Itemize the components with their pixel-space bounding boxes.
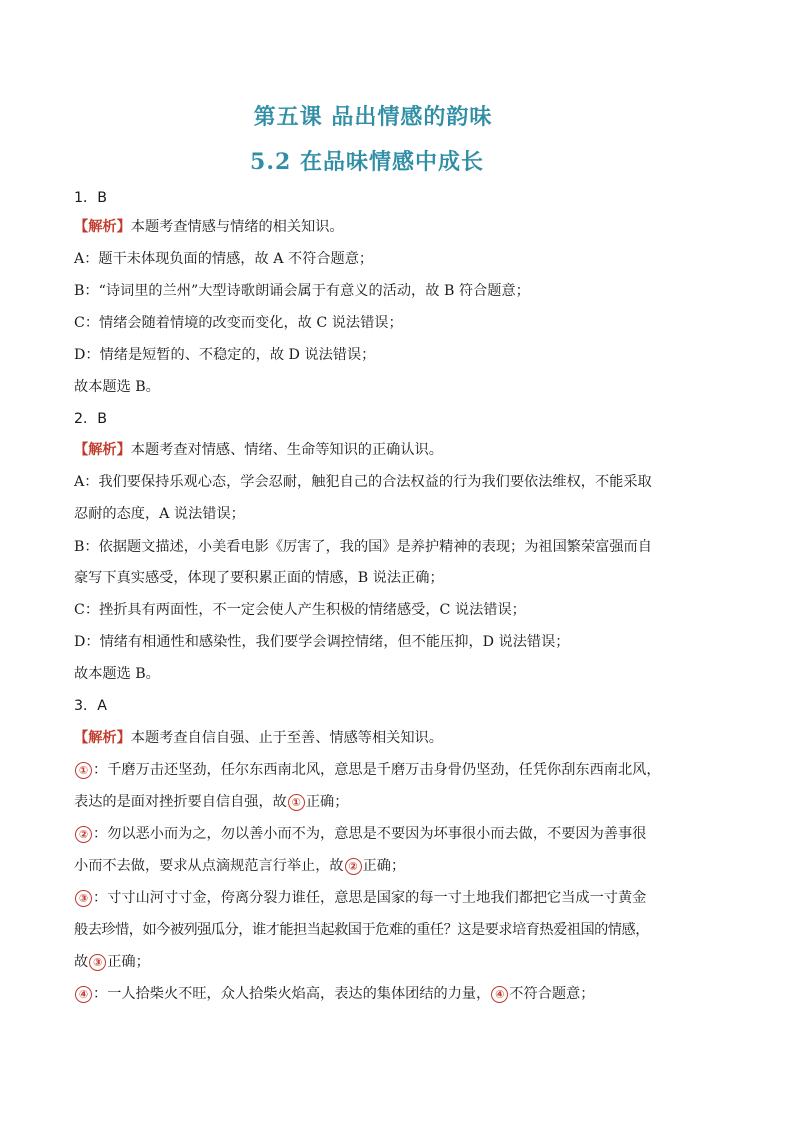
q2-answer: 2．B	[74, 411, 107, 427]
circled-number-3: ③	[75, 890, 92, 907]
q3-s4-verdict: 不符合题意；	[509, 986, 595, 1002]
page-subtitle: 5.2 在品味情感中成长	[250, 149, 484, 175]
circled-number-1: ①	[75, 762, 92, 779]
q3-s2-text: ：勿以恶小而为之，勿以善小而不为，意思是不要因为坏事很小而去做，不要因为善事很	[93, 826, 647, 842]
page-title: 第五课 品出情感的韵味	[253, 104, 493, 130]
q2-intro: 本题考查对情感、情绪、生命等知识的正确认识。	[130, 442, 443, 458]
q3-statement-3-line1	[74, 888, 734, 908]
q3-s3-text: ：寸寸山河寸寸金，侉离分裂力谁任，意思是国家的每一寸土地我们都把它当成一寸黄金	[93, 890, 647, 906]
q3-statement-2-line2	[74, 856, 734, 876]
q3-s2-verdict: 正确；	[362, 858, 406, 874]
q3-s1-text2: 表达的是面对挫折要自信自强，故	[74, 794, 287, 810]
circled-number-4: ④	[491, 986, 508, 1003]
q3-statement-1-line1	[74, 760, 734, 780]
q3-statement-3-line3	[74, 952, 734, 972]
q1-option-a: A：题干未体现负面的情感，故 A 不符合题意；	[74, 251, 374, 267]
circled-number-3: ③	[89, 954, 106, 971]
q3-statement-4	[74, 984, 734, 1004]
q2-option-d: D：情绪有相通性和感染性，我们要学会调控情绪，但不能压抑，D 说法错误；	[74, 634, 570, 650]
q2-option-a-line2: 忍耐的态度，A 说法错误；	[74, 506, 245, 522]
q3-s3-verdict: 正确；	[107, 954, 150, 970]
q1-intro: 本题考查情感与情绪的相关知识。	[130, 219, 344, 235]
q3-statement-3-line2: 般去珍惜，如今被列强瓜分，谁才能担当起救国于危难的重任？这是要求培育热爱祖国的情感，	[74, 922, 649, 938]
q3-s4-text: ：一人拾柴火不旺，众人拾柴火焰高，表达的集体团结的力量，	[93, 986, 491, 1002]
circled-number-2: ②	[75, 826, 92, 843]
q1-conclusion: 故本题选 B。	[74, 379, 160, 395]
q3-statement-2-line1	[74, 824, 734, 844]
q3-s3-text3: 故	[74, 954, 89, 970]
circled-number-4: ④	[75, 986, 92, 1003]
q3-s2-text2: 小而不去做，要求从点滴规范言行举止，故	[74, 858, 344, 874]
q1-analysis	[74, 217, 734, 237]
q1-answer: 1．B	[74, 190, 107, 206]
q2-option-b-line1: B：依据题文描述，小美看电影《厉害了，我的国》是养护精神的表现；为祖国繁荣富强而自	[74, 539, 652, 555]
q1-option-d: D：情绪是短暂的、不稳定的，故 D 说法错误；	[74, 347, 376, 363]
analysis-tag: 【解析】	[74, 219, 131, 235]
q3-intro: 本题考查自信自强、止于至善、情感等相关知识。	[130, 730, 443, 746]
q2-analysis	[74, 440, 734, 460]
q1-option-b: B：“诗词里的兰州”大型诗歌朗诵会属于有意义的活动，故 B 符合题意；	[74, 283, 530, 299]
q3-s1-verdict: 正确；	[305, 794, 349, 810]
q1-option-c: C：情绪会随着情境的改变而变化，故 C 说法错误；	[74, 315, 403, 331]
q3-answer: 3．A	[74, 698, 107, 714]
q2-option-b-line2: 豪写下真实感受，体现了要积累正面的情感，B 说法正确；	[74, 570, 444, 586]
circled-number-2: ②	[345, 858, 362, 875]
circled-number-1: ①	[288, 794, 305, 811]
q3-statement-1-line2	[74, 792, 734, 812]
q3-s1-text: ：千磨万击还坚劲，任尔东西南北风，意思是千磨万击身骨仍坚劲，任凭你刮东西南北风，	[93, 762, 661, 778]
analysis-tag: 【解析】	[74, 442, 131, 458]
q3-analysis	[74, 728, 734, 748]
analysis-tag: 【解析】	[74, 730, 131, 746]
q2-option-c: C：挫折具有两面性，不一定会使人产生积极的情绪感受，C 说法错误；	[74, 602, 526, 618]
q2-option-a-line1: A：我们要保持乐观心态，学会忍耐，触犯自己的合法权益的行为我们要依法维权，不能采取	[74, 474, 652, 490]
q2-conclusion: 故本题选 B。	[74, 666, 160, 682]
